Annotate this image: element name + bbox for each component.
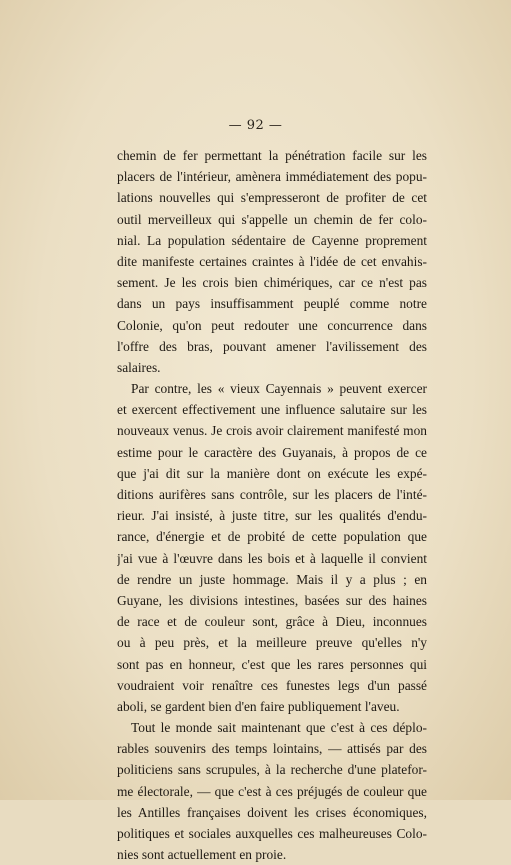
- text-line: lations nouvelles qui s'empresseront de profiter de cet: [117, 190, 427, 206]
- text-line: dite manifeste certaines craintes à l'idée de cet envahis-: [117, 253, 427, 269]
- text-line: nouveaux venus. Je crois avoir clairement manifesté mon: [117, 423, 427, 439]
- text-line: de rendre un juste hommage. Mais il y a plus ; en: [117, 571, 427, 587]
- page-number: — 92 —: [228, 118, 283, 133]
- text-line: politiques et sociales auxquelles ces malheureuses Colo-: [117, 826, 427, 841]
- text-line: sont pas en honneur, c'est que les rares personnes qui: [117, 656, 427, 672]
- text-line: rieur. J'ai insisté, à juste titre, sur les qualités d'endu-: [117, 508, 427, 524]
- text-line: dans un pays insuffisamment peuplé comme notre: [117, 296, 427, 312]
- text-line: et exercent effectivement une influence salutaire sur les: [117, 402, 427, 418]
- text-line: aboli, se gardent bien d'en faire publiquement l'aveu.: [117, 698, 400, 714]
- text-line: outil merveilleux qui s'appelle un chemin de fer colo-: [117, 211, 427, 227]
- text-line: voudraient voir renaître ces funestes legs d'un passé: [117, 677, 427, 693]
- text-line: politiciens sans scrupules, à la recherche d'une platefor-: [117, 762, 427, 778]
- text-line: rance, d'énergie et de probité de cette population que: [117, 529, 427, 545]
- text-line: l'offre des bras, pouvant amener l'avilissement des: [117, 338, 427, 354]
- text-line: salaires.: [117, 359, 161, 375]
- text-line: me électorale, — que c'est à ces préjugés de couleur que: [117, 783, 427, 799]
- text-line: nies sont actuellement en proie.: [117, 847, 287, 863]
- text-line: placers de l'intérieur, amènera immédiatement des popu-: [117, 169, 427, 185]
- text-line: nial. La population sédentaire de Cayenne proprement: [117, 232, 427, 248]
- text-line: Tout le monde sait maintenant que c'est à ces déplo-: [131, 720, 427, 736]
- text-line: j'ai vue à l'œuvre dans les bois et à laquelle il convient: [117, 550, 427, 566]
- text-line: ditions aurifères sans contrôle, sur les placers de l'inté-: [117, 487, 427, 502]
- text-line: estime pour le caractère des Guyanais, à propos de ce: [117, 444, 427, 460]
- text-line: Par contre, les « vieux Cayennais » peuvent exercer: [131, 381, 427, 397]
- text-line: chemin de fer permettant la pénétration facile sur les: [117, 148, 427, 163]
- text-line: ou à peu près, et la meilleure preuve qu'elles n'y: [117, 635, 427, 651]
- text-line: rables souvenirs des temps lointains, — attisés par des: [117, 741, 427, 757]
- body-text: [117, 145, 427, 865]
- text-line: Guyane, les divisions intestines, basées sur des haines: [117, 592, 427, 608]
- text-line: sement. Je les crois bien chimériques, car ce n'est pas: [117, 275, 427, 291]
- text-line: que j'ai dit sur la manière dont on exécute les expé-: [117, 465, 427, 481]
- text-line: les Antilles françaises doivent les crises économiques,: [117, 804, 427, 820]
- text-line: Colonie, qu'on peut redouter une concurrence dans: [117, 317, 427, 333]
- text-line: de race et de couleur sont, grâce à Dieu, inconnues: [117, 614, 427, 630]
